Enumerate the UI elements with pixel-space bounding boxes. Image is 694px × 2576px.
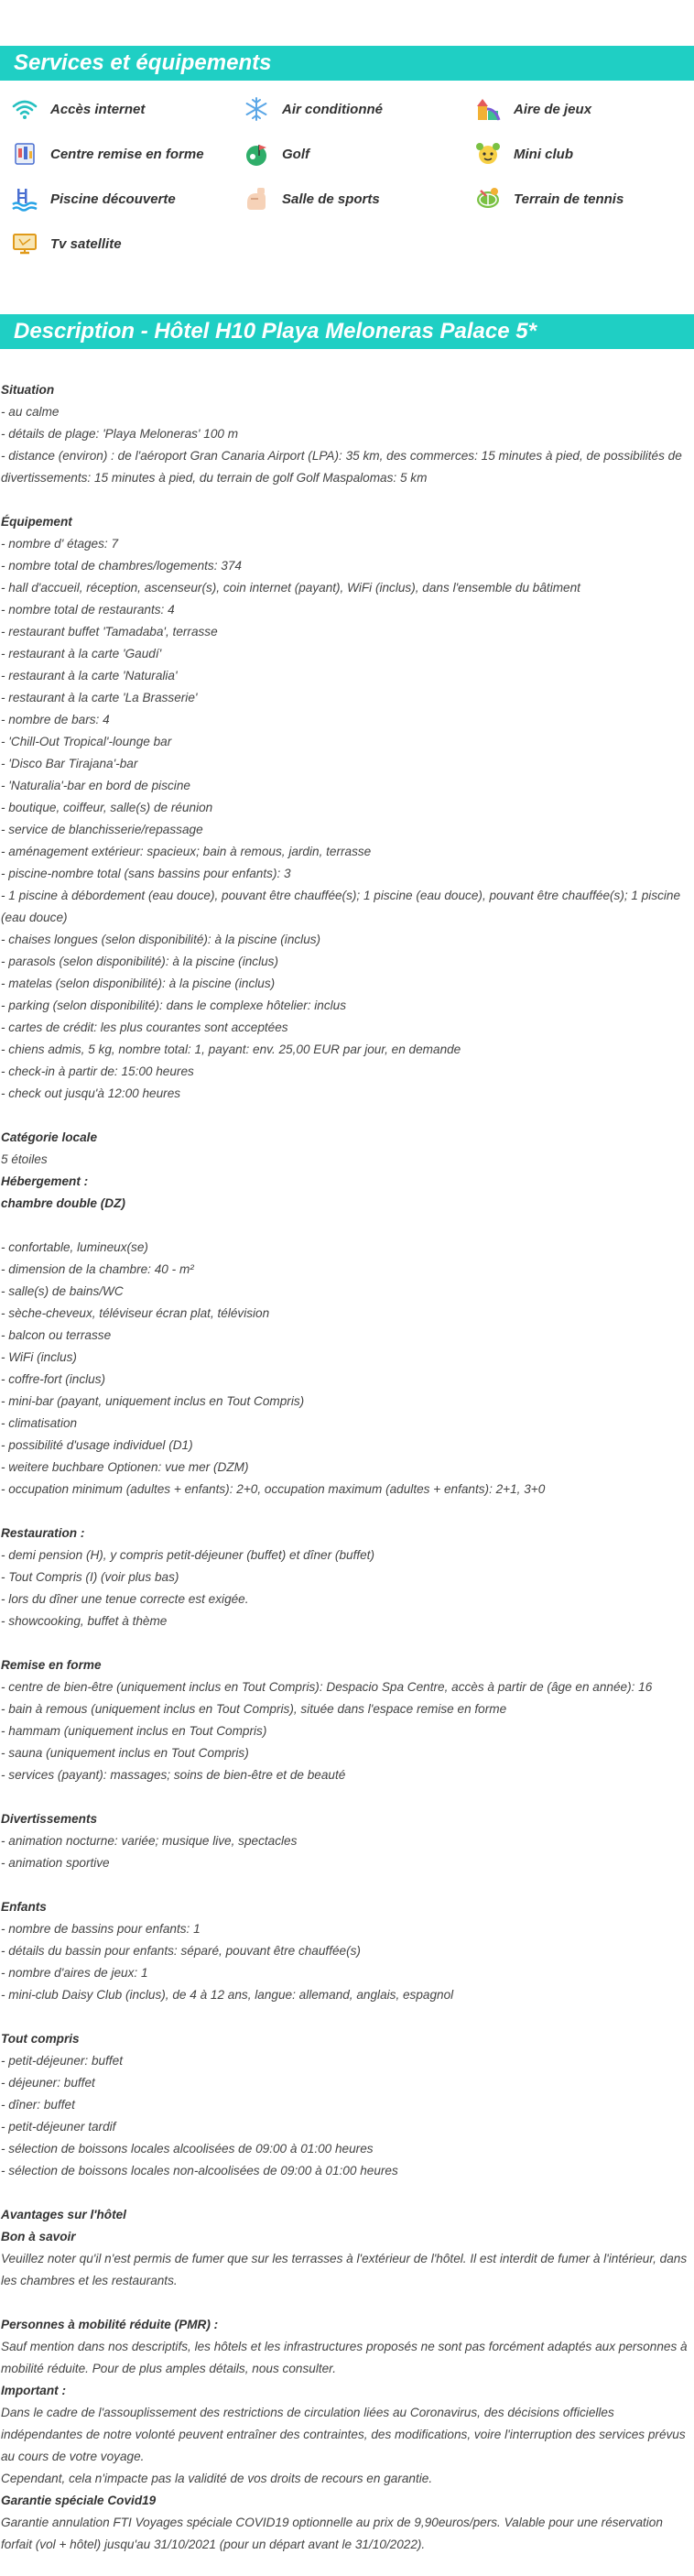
services-title: Services et équipements (14, 50, 272, 75)
golf-icon (243, 140, 270, 168)
amenity-item (243, 95, 474, 123)
amenities-grid (11, 95, 689, 275)
description-line: - balcon ou terrasse (1, 1328, 112, 1342)
description-line: - services (payant): massages; soins de bien-être et de beauté (1, 1768, 346, 1782)
description-line: - animation sportive (1, 1856, 110, 1870)
description-line: - 'Disco Bar Tirajana'-bar (1, 757, 138, 770)
description-line: - occupation minimum (adultes + enfants): 2+0, occupation maximum (adultes + enfants): 2+1, 3+0 (1, 1482, 546, 1496)
description-line: Cependant, cela n'impacte pas la validité de vos droits de recours en garantie. (1, 2472, 433, 2485)
description-line: - détails de plage: 'Playa Meloneras' 100 m (1, 427, 239, 441)
description-line: - nombre de bars: 4 (1, 713, 110, 726)
description-line: - hall d'accueil, réception, ascenseur(s), coin internet (payant), WiFi (inclus), dans l'ensemble du bâtiment (1, 581, 580, 595)
section-heading: Bon à savoir (1, 2230, 76, 2243)
spacer (0, 1874, 694, 1896)
description-line: - piscine-nombre total (sans bassins pour enfants): 3 (1, 867, 291, 880)
description-line: - déjeuner: buffet (1, 2076, 95, 2090)
description-line: - salle(s) de bains/WC (1, 1284, 124, 1298)
description-line: - distance (environ) : de l'aéroport Gran Canaria Airport (LPA): 35 km, des commerces: 15 minutes à pied, de possibilités de divertissements: 15 minutes à pied, du terrain de golf Golf Maspalomas: 5 km (1, 449, 682, 485)
description-line: - aménagement extérieur: spacieux; bain à remous, jardin, terrasse (1, 845, 372, 858)
description-line: - 1 piscine à débordement (eau douce), pouvant être chauffée(s); 1 piscine (eau douce), pouvant être chauffée(s); 1 piscine (eau douce) (1, 889, 681, 924)
snowflake-icon (243, 95, 270, 123)
amenity-label: Air conditionné (282, 101, 383, 117)
description-line: - détails du bassin pour enfants: séparé, pouvant être chauffée(s) (1, 1944, 361, 1958)
description-line: - matelas (selon disponibilité): à la piscine (inclus) (1, 977, 276, 990)
description-line: - check-in à partir de: 15:00 heures (1, 1064, 194, 1078)
spacer (0, 2006, 694, 2028)
section-heading: Remise en forme (1, 1658, 102, 1672)
description-line: - mini-club Daisy Club (inclus), de 4 à 12 ans, langue: allemand, anglais, espagnol (1, 1988, 454, 2002)
description-line: - restaurant buffet 'Tamadaba', terrasse (1, 625, 218, 639)
section-heading: Divertissements (1, 1812, 98, 1826)
spacer (0, 1215, 694, 1237)
pool-icon (11, 185, 38, 213)
section-heading: Situation (1, 383, 55, 397)
amenity-item (11, 185, 243, 213)
description-line: - possibilité d'usage individuel (D1) (1, 1438, 193, 1452)
description-line: - parking (selon disponibilité): dans le complexe hôtelier: inclus (1, 999, 347, 1012)
description-line: - dîner: buffet (1, 2098, 75, 2112)
amenity-item (474, 95, 689, 123)
section-heading: Important : (1, 2384, 66, 2397)
amenity-item (474, 140, 689, 168)
description-line: - lors du dîner une tenue correcte est exigée. (1, 1592, 249, 1606)
description-line: - petit-déjeuner tardif (1, 2120, 116, 2134)
section-heading: Personnes à mobilité réduite (PMR) : (1, 2318, 219, 2331)
spacer (0, 489, 694, 511)
description-line: - confortable, lumineux(se) (1, 1240, 148, 1254)
amenity-label: Accès internet (50, 101, 146, 117)
spacer (0, 1501, 694, 1523)
fitness-icon (11, 140, 38, 168)
description-line: - cartes de crédit: les plus courantes sont acceptées (1, 1021, 288, 1034)
section-heading: Catégorie locale (1, 1130, 98, 1144)
section-heading: Avantages sur l'hôtel (1, 2208, 126, 2221)
description-line: - animation nocturne: variée; musique live, spectacles (1, 1834, 298, 1848)
description-line: - coffre-fort (inclus) (1, 1372, 106, 1386)
description-line: - check out jusqu'à 12:00 heures (1, 1086, 181, 1100)
amenity-item (11, 230, 243, 257)
description-line: - 'Naturalia'-bar en bord de piscine (1, 779, 190, 792)
description-line: - service de blanchisserie/repassage (1, 823, 203, 836)
description-line: - 'Chill-Out Tropical'-lounge bar (1, 735, 172, 748)
amenity-label: Tv satellite (50, 235, 122, 252)
section-heading: Équipement (1, 515, 72, 529)
wifi-icon (11, 95, 38, 123)
description-line: - chiens admis, 5 kg, nombre total: 1, payant: env. 25,00 EUR par jour, en demande (1, 1042, 461, 1056)
description-line: - chaises longues (selon disponibilité): à la piscine (inclus) (1, 933, 321, 946)
gym-icon (243, 185, 270, 213)
description-line: - sèche-cheveux, téléviseur écran plat, télévision (1, 1306, 270, 1320)
amenity-item (11, 95, 243, 123)
description-line: - climatisation (1, 1416, 78, 1430)
description-line: Garantie annulation FTI Voyages spéciale COVID19 optionnelle au prix de 9,90euros/pers. Valable pour une réservation forfait (vol + hôtel) jusqu'au 31/10/2021 (pour un départ avant le 31/10/2022). (1, 2516, 663, 2551)
amenity-item (243, 185, 474, 213)
spacer (0, 2182, 694, 2204)
description-line: - sélection de boissons locales non-alcoolisées de 09:00 à 01:00 heures (1, 2164, 398, 2178)
description-body (0, 379, 694, 2556)
amenity-label: Aire de jeux (514, 101, 592, 117)
amenity-label: Centre remise en forme (50, 146, 204, 162)
description-line: - weitere buchbare Optionen: vue mer (DZM) (1, 1460, 249, 1474)
amenity-label: Piscine découverte (50, 191, 176, 207)
amenity-item (11, 140, 243, 168)
description-line: - demi pension (H), y compris petit-déjeuner (buffet) et dîner (buffet) (1, 1548, 374, 1562)
description-line: - parasols (selon disponibilité): à la piscine (inclus) (1, 955, 278, 968)
spacer (0, 1632, 694, 1654)
tennis-icon (474, 185, 502, 213)
description-line: - nombre total de restaurants: 4 (1, 603, 175, 617)
playground-icon (474, 95, 502, 123)
description-line: - sélection de boissons locales alcoolisées de 09:00 à 01:00 heures (1, 2142, 374, 2156)
amenity-item (243, 140, 474, 168)
spacer (0, 1105, 694, 1127)
section-heading: Tout compris (1, 2032, 80, 2046)
amenity-label: Salle de sports (282, 191, 380, 207)
description-line: - sauna (uniquement inclus en Tout Compris) (1, 1746, 249, 1760)
description-line: - showcooking, buffet à thème (1, 1614, 168, 1628)
description-line: - nombre de bassins pour enfants: 1 (1, 1922, 201, 1936)
amenity-label: Mini club (514, 146, 573, 162)
description-line: - WiFi (inclus) (1, 1350, 77, 1364)
amenity-item (474, 185, 689, 213)
description-line: Sauf mention dans nos descriptifs, les hôtels et les infrastructures proposés ne sont pas forcément adaptés aux personnes à mobilité réduite. Pour de plus amples détails, nous consulter. (1, 2340, 688, 2375)
spacer (0, 2292, 694, 2314)
description-line: - nombre d' étages: 7 (1, 537, 119, 551)
description-line: - boutique, coiffeur, salle(s) de réunion (1, 801, 213, 814)
section-heading: Garantie spéciale Covid19 (1, 2494, 157, 2507)
description-line: - mini-bar (payant, uniquement inclus en Tout Compris) (1, 1394, 305, 1408)
description-line: - restaurant à la carte 'Naturalia' (1, 669, 178, 682)
miniclub-icon (474, 140, 502, 168)
description-line: - petit-déjeuner: buffet (1, 2054, 123, 2068)
spacer (0, 1786, 694, 1808)
description-line: Dans le cadre de l'assouplissement des restrictions de circulation liées au Coronavirus, des décisions officielles indépendantes de notre volonté peuvent entraîner des contraintes, des modifications, voire l'interruption des services prévus au cours de votre voyage. (1, 2406, 686, 2463)
description-title: Description - Hôtel H10 Playa Meloneras Palace 5* (14, 319, 537, 344)
description-line: - Tout Compris (I) (voir plus bas) (1, 1570, 179, 1584)
description-line: - hammam (uniquement inclus en Tout Compris) (1, 1724, 267, 1738)
description-line: - dimension de la chambre: 40 - m² (1, 1262, 194, 1276)
section-heading: Restauration : (1, 1526, 85, 1540)
description-line: - au calme (1, 405, 60, 419)
description-line: - centre de bien-être (uniquement inclus en Tout Compris): Despacio Spa Centre, accès à partir de (âge en année): 16 (1, 1680, 653, 1694)
tv-icon (11, 230, 38, 257)
description-line: - restaurant à la carte 'La Brasserie' (1, 691, 198, 704)
description-line: 5 étoiles (1, 1152, 48, 1166)
section-heading: Hébergement : (1, 1174, 89, 1188)
description-line: - bain à remous (uniquement inclus en Tout Compris), située dans l'espace remise en forme (1, 1702, 507, 1716)
section-heading: Enfants (1, 1900, 47, 1914)
section-heading: chambre double (DZ) (1, 1196, 125, 1210)
description-line: Veuillez noter qu'il n'est permis de fumer que sur les terrasses à l'extérieur de l'hôtel. Il est interdit de fumer à l'intérieur, dans les chambres et les restaurants. (1, 2252, 688, 2287)
description-line: - restaurant à la carte 'Gaudí' (1, 647, 162, 660)
services-header (0, 46, 694, 81)
description-line: - nombre total de chambres/logements: 374 (1, 559, 242, 573)
description-line: - nombre d'aires de jeux: 1 (1, 1966, 148, 1980)
amenity-label: Terrain de tennis (514, 191, 624, 207)
description-header (0, 314, 694, 349)
amenity-label: Golf (282, 146, 309, 162)
